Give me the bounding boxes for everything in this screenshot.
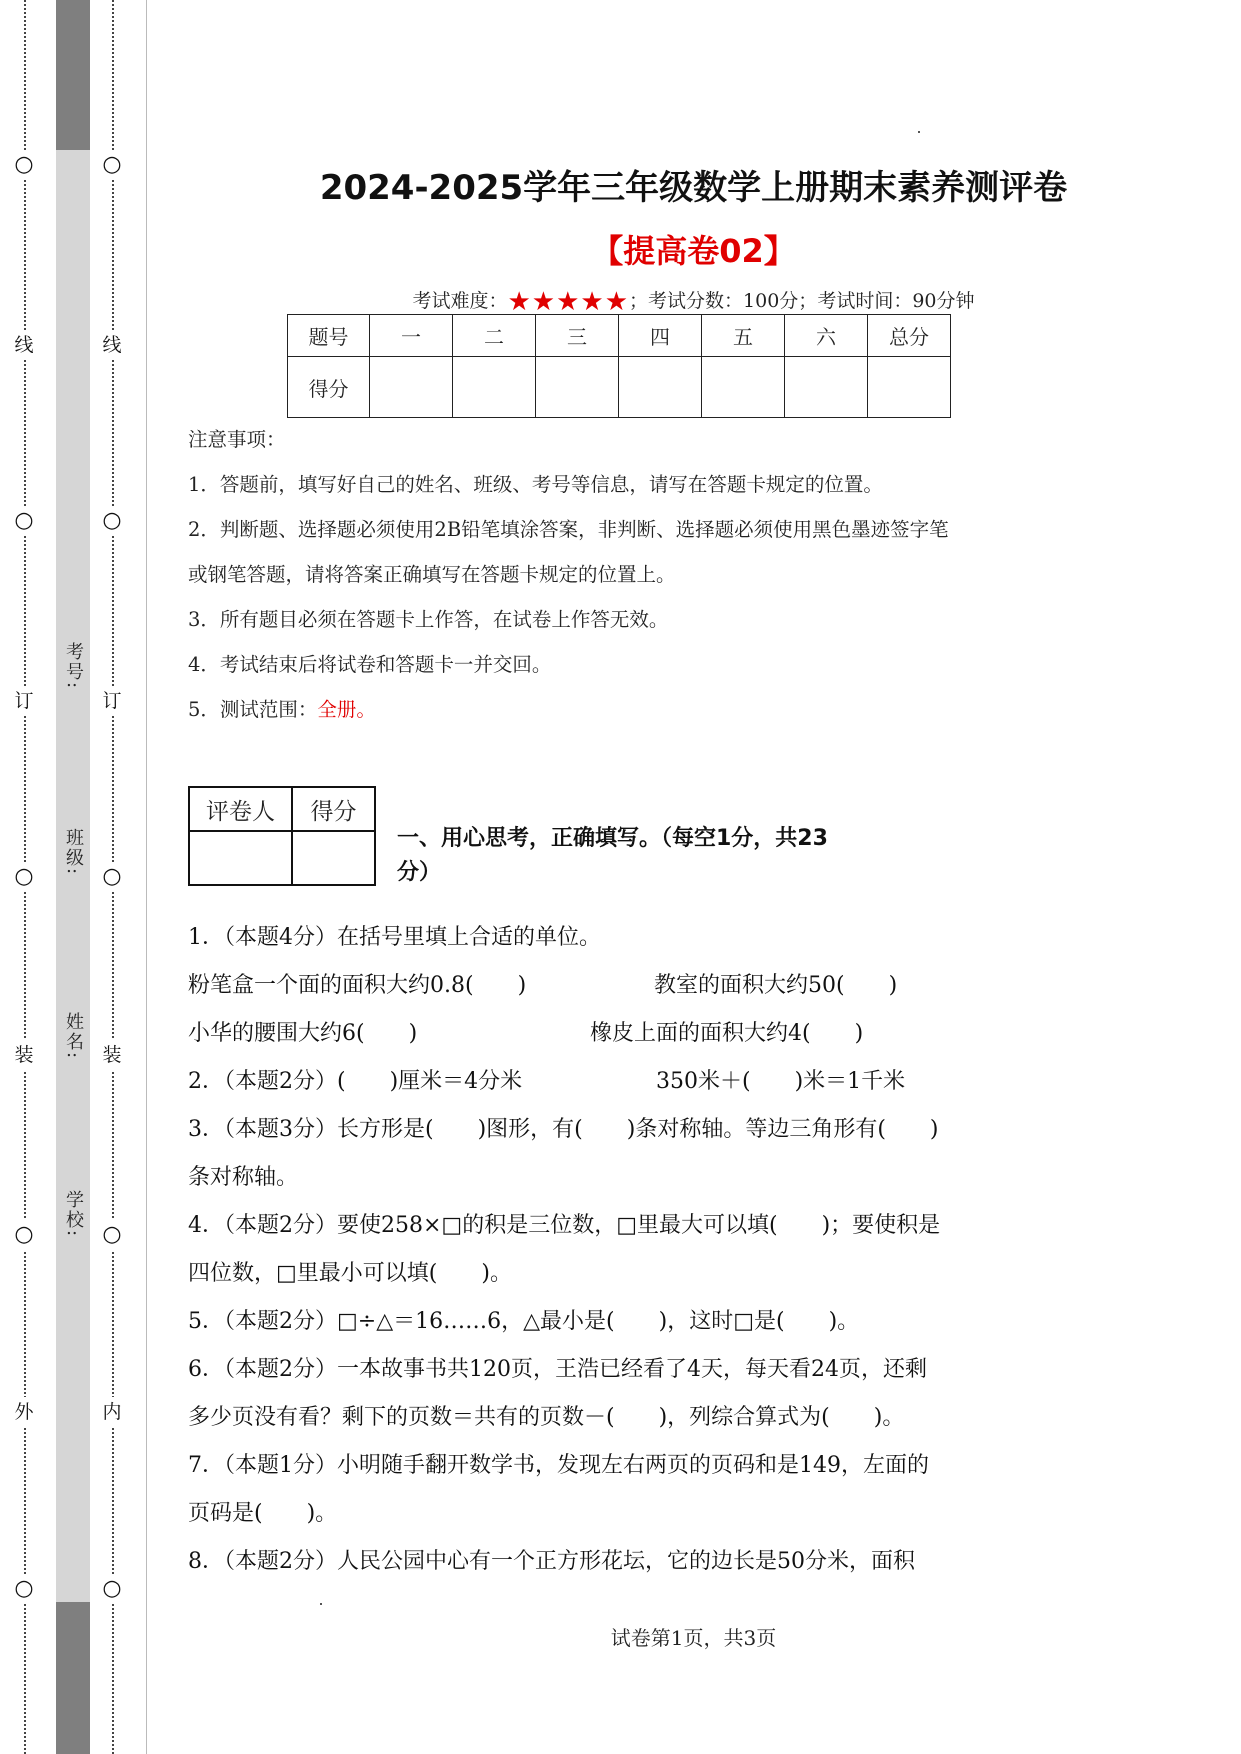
question-7-line-1: 7．（本题1分）小明随手翻开数学书，发现左右两页的页码和是149，左面的 (188, 1453, 929, 1478)
grader-score-label: 得分 (292, 787, 375, 831)
binding-inner-char: 内 (97, 1397, 127, 1427)
score-cell (619, 357, 702, 418)
binding-circle-mark: ○ (9, 1220, 39, 1250)
grader-score-cell (292, 831, 375, 885)
binding-circle-mark: ○ (9, 862, 39, 892)
question-1-item-d: 橡皮上面的面积大约4( ) (590, 1021, 864, 1046)
question-1-item-a: 粉笔盒一个面的面积大约0.8( ) (188, 973, 527, 998)
binding-circle-mark: ○ (9, 150, 39, 180)
score-time-text: ；考试分数：100分；考试时间：90分钟 (629, 290, 975, 312)
question-3-line-2: 条对称轴。 (188, 1165, 299, 1190)
score-cell (868, 357, 951, 418)
score-cell (453, 357, 536, 418)
binding-margin (0, 0, 146, 1754)
binding-circle-mark: ○ (9, 1574, 39, 1604)
score-row-label: 得分 (288, 357, 370, 418)
grader-table (188, 786, 376, 886)
difficulty-label: 考试难度： (412, 290, 508, 312)
exam-number-label: 考号: (63, 642, 84, 691)
note-item: 1．答题前，填写好自己的姓名、班级、考号等信息，请写在答题卡规定的位置。 (188, 473, 883, 496)
section-heading-line: 一、用心思考，正确填写。（每空1分，共23 (397, 826, 828, 851)
notes-heading: 注意事项： (188, 428, 286, 451)
section-heading-line: 分） (397, 860, 442, 885)
question-2-part-b: 350米＋( )米＝1千米 (656, 1069, 906, 1094)
question-4-line-1: 4．（本题2分）要使258×□的积是三位数，□里最大可以填( )；要使积是 (188, 1213, 941, 1238)
score-table (287, 314, 951, 418)
binding-circle-mark: ○ (9, 506, 39, 536)
binding-bind-char: 装 (97, 1040, 127, 1070)
note-scope (188, 694, 376, 722)
class-label: 班级: (63, 828, 84, 877)
question-4-line-2: 四位数，□里最小可以填( )。 (188, 1261, 512, 1286)
binding-bind-char: 装 (9, 1040, 39, 1070)
question-1-head: 1．（本题4分）在括号里填上合适的单位。 (188, 925, 601, 950)
binding-circle-mark: ○ (97, 150, 127, 180)
question-5: 5．（本题2分）□÷△＝16……6，△最小是( )，这时□是( )。 (188, 1309, 860, 1334)
question-1-item-c: 小华的腰围大约6( ) (188, 1021, 418, 1046)
stray-dot (320, 1603, 322, 1605)
question-6-line-2: 多少页没有看？剩下的页数＝共有的页数－( )，列综合算式为( )。 (188, 1405, 905, 1430)
score-header-cell: 二 (453, 315, 536, 357)
score-cell (370, 357, 453, 418)
question-1-row-1 (188, 970, 1088, 1002)
score-header-cell: 六 (785, 315, 868, 357)
scope-label: 5．测试范围： (188, 698, 318, 721)
name-label: 姓名: (63, 1012, 84, 1061)
section-one-heading (397, 822, 937, 890)
scope-value: 全册。 (317, 698, 376, 721)
score-header-cell: 一 (370, 315, 453, 357)
binding-line-char: 线 (97, 330, 127, 360)
note-item: 3．所有题目必须在答题卡上作答，在试卷上作答无效。 (188, 608, 669, 631)
question-2 (188, 1066, 1088, 1098)
score-header-cell: 四 (619, 315, 702, 357)
question-2-part-a: 2．（本题2分）( )厘米＝4分米 (188, 1069, 523, 1094)
question-6-line-1: 6．（本题2分）一本故事书共120页，王浩已经看了4天，每天看24页，还剩 (188, 1357, 927, 1382)
binding-order-char: 订 (9, 686, 39, 716)
binding-band-top (56, 0, 90, 150)
binding-circle-mark: ○ (97, 862, 127, 892)
question-1-row-2 (188, 1018, 1088, 1050)
note-item: 2．判断题、选择题必须使用2B铅笔填涂答案，非判断、选择题必须使用黑色墨迹签字笔 (188, 518, 949, 541)
question-8-line-1: 8．（本题2分）人民公园中心有一个正方形花坛，它的边长是50分米，面积 (188, 1549, 915, 1574)
note-item: 或钢笔答题，请将答案正确填写在答题卡规定的位置上。 (188, 563, 676, 586)
score-header-cell: 三 (536, 315, 619, 357)
score-cell (536, 357, 619, 418)
difficulty-stars: ★★★★★ (507, 287, 630, 317)
binding-circle-mark: ○ (97, 1220, 127, 1250)
question-7-line-2: 页码是( )。 (188, 1501, 338, 1526)
binding-circle-mark: ○ (97, 506, 127, 536)
question-3-line-1: 3．（本题3分）长方形是( )图形，有( )条对称轴。等边三角形有( ) (188, 1117, 939, 1142)
question-1-item-b: 教室的面积大约50( ) (654, 973, 898, 998)
reviewer-label: 评卷人 (189, 787, 292, 831)
note-item: 4．考试结束后将试卷和答题卡一并交回。 (188, 653, 552, 676)
paper-subtitle: 【提高卷02】 (591, 232, 796, 270)
binding-outer-char: 外 (9, 1397, 39, 1427)
score-header-cell: 题号 (288, 315, 370, 357)
binding-circle-mark: ○ (97, 1574, 127, 1604)
score-header-cell: 总分 (868, 315, 951, 357)
binding-line-char: 线 (9, 330, 39, 360)
binding-band-bottom (56, 1602, 90, 1754)
score-cell (702, 357, 785, 418)
page-footer: 试卷第1页，共3页 (610, 1626, 777, 1650)
page-title: 2024-2025学年三年级数学上册期末素养测评卷 (319, 168, 1068, 208)
score-cell (785, 357, 868, 418)
reviewer-cell (189, 831, 292, 885)
binding-order-char: 订 (97, 686, 127, 716)
school-label: 学校: (63, 1190, 84, 1239)
exam-info-line (146, 286, 1241, 317)
stray-dot (918, 131, 920, 133)
score-header-cell: 五 (702, 315, 785, 357)
